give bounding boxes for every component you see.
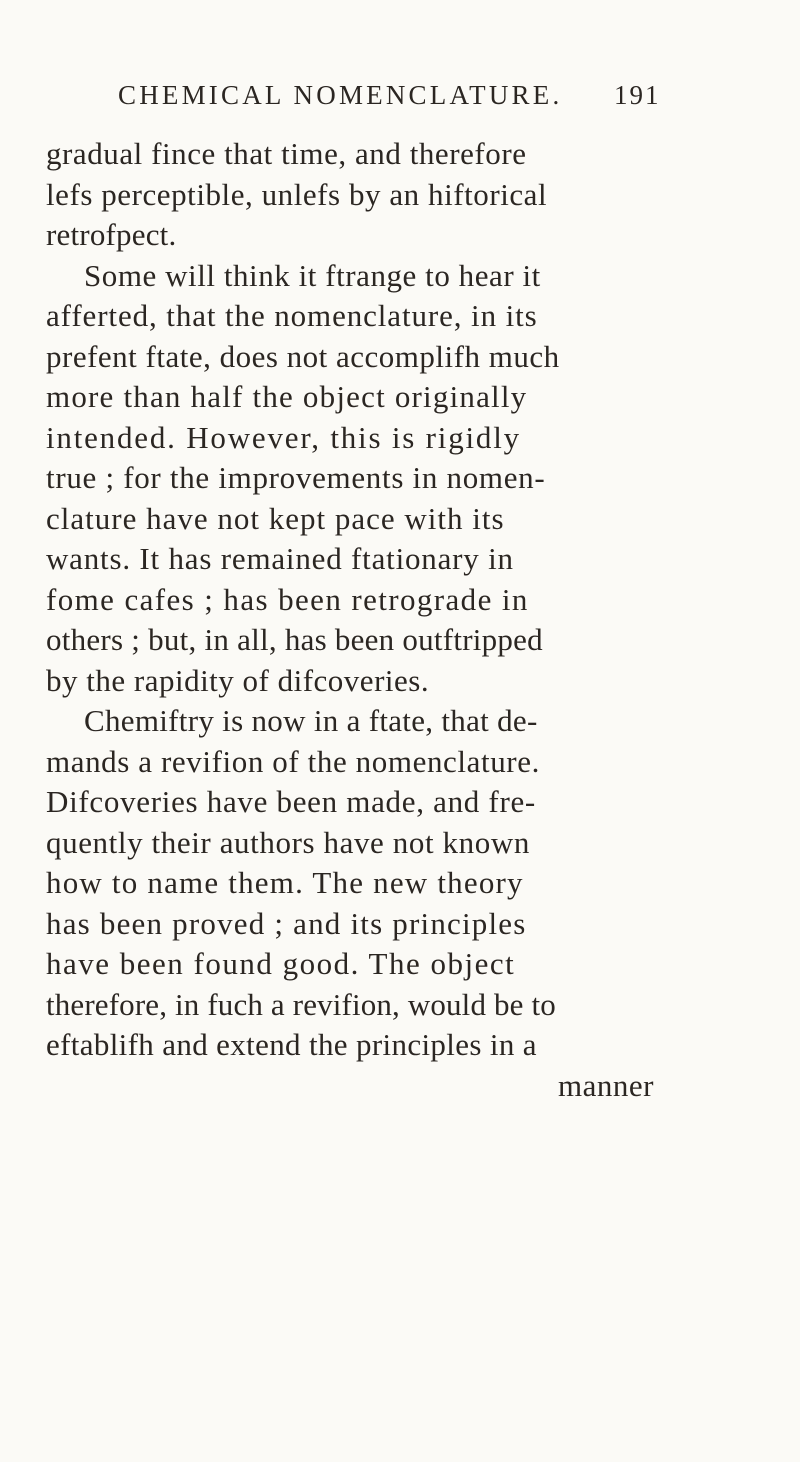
text-line: true ; for the improvements in nomen-: [46, 460, 546, 495]
text-line: retrofpect.: [46, 217, 177, 252]
text-line: prefent ftate, does not accomplifh much: [46, 338, 560, 374]
text-line: eftablifh and extend the principles in a: [46, 1027, 537, 1062]
page-number: 191: [614, 80, 661, 110]
text-line: Difcoveries have been made, and fre-: [46, 784, 536, 819]
text-line: how to name them. The new theory: [46, 865, 524, 900]
text-line: by the rapidity of difcoveries.: [46, 662, 430, 698]
text-line: clature have not kept pace with its: [46, 500, 505, 536]
text-line: lefs perceptible, unlefs by an hiftorical: [46, 176, 548, 212]
text-line: gradual fince that time, and therefore: [46, 136, 527, 171]
text-line: have been found good. The object: [46, 946, 516, 981]
text-line: fome cafes ; has been retrograde in: [46, 581, 529, 617]
text-line: others ; but, in all, has been outftripped: [46, 622, 543, 657]
text-line: has been proved ; and its principles: [46, 905, 527, 941]
text-line: mands a revifion of the nomenclature.: [46, 743, 540, 779]
text-line: more than half the object originally: [46, 379, 528, 414]
text-line: therefore, in fuch a revifion, would be to: [46, 986, 556, 1022]
text-line: wants. It has remained ftationary in: [46, 541, 514, 576]
running-head: [118, 74, 678, 118]
text-line: Some will think it ftrange to hear it: [84, 257, 541, 293]
catchword: manner: [558, 1067, 654, 1103]
text-line: Chemiftry is now in a ftate, that de-: [84, 703, 538, 738]
text-line: intended. However, this is rigidly: [46, 419, 521, 455]
text-line: afferted, that the nomenclature, in its: [46, 298, 538, 333]
running-title: CHEMICAL NOMENCLATURE.: [118, 80, 563, 110]
body-text: [46, 134, 666, 1106]
text-line: quently their authors have not known: [46, 824, 530, 860]
